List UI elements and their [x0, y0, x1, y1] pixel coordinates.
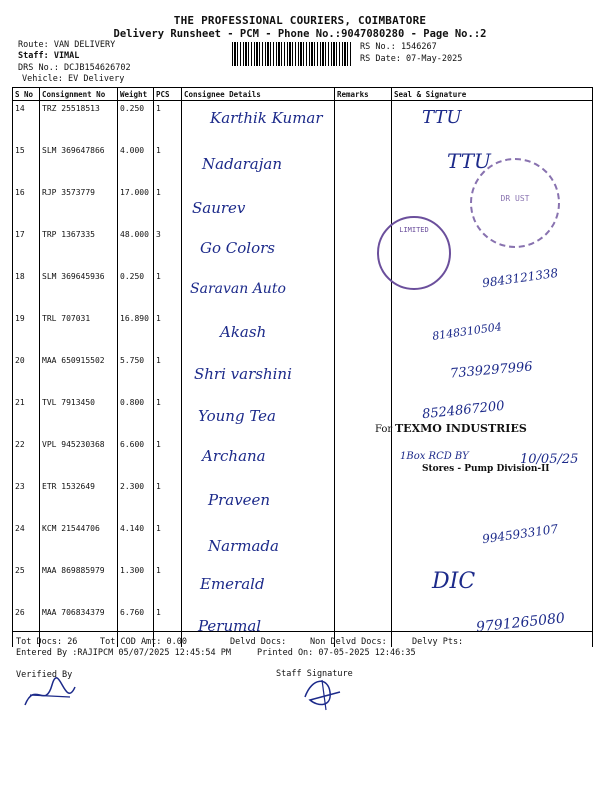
cell-pcs: 1 [154, 269, 182, 311]
consignee-handwriting: Saravan Auto [190, 281, 286, 297]
table-row [13, 269, 593, 311]
cell-remarks [335, 143, 392, 185]
cell-pcs: 1 [154, 143, 182, 185]
cell-sno: 21 [13, 395, 40, 437]
cell-sno: 20 [13, 353, 40, 395]
cell-weight: 4.140 [118, 521, 154, 563]
consignee-handwriting: Nadarajan [202, 155, 282, 173]
cell-sno: 14 [13, 101, 40, 144]
cell-weight: 4.000 [118, 143, 154, 185]
consignee-handwriting: Praveen [208, 491, 271, 509]
cell-remarks [335, 311, 392, 353]
cell-pcs: 1 [154, 101, 182, 144]
cell-pcs: 1 [154, 563, 182, 605]
cell-consignment: VPL 945230368 [40, 437, 118, 479]
company-seal-icon [377, 216, 451, 290]
cell-pcs: 1 [154, 521, 182, 563]
cell-remarks [335, 563, 392, 605]
cell-signature [392, 311, 593, 353]
cell-signature [392, 479, 593, 521]
cell-consignment: TRZ 25518513 [40, 101, 118, 144]
verified-by: Verified By [16, 670, 73, 680]
printed-on: Printed On: 07-05-2025 12:46:35 [257, 648, 416, 658]
cell-remarks [335, 353, 392, 395]
cell-sno: 17 [13, 227, 40, 269]
cell-weight: 0.250 [118, 101, 154, 144]
cell-sno: 16 [13, 185, 40, 227]
non-delvd-docs: Non Delvd Docs: [310, 637, 387, 647]
col-weight: Weight [118, 88, 154, 101]
cell-remarks [335, 521, 392, 563]
cell-weight: 0.800 [118, 395, 154, 437]
verifier-signature-icon [20, 675, 80, 715]
cell-weight: 1.300 [118, 563, 154, 605]
cell-consignee [182, 101, 335, 144]
cell-consignment: MAA 869885979 [40, 563, 118, 605]
staff-signature: Staff Signature [276, 669, 353, 679]
vehicle-info: Vehicle: EV Delivery [22, 74, 125, 84]
col-sno: S No [13, 88, 40, 101]
cell-consignment: TRL 707031 [40, 311, 118, 353]
table-bottom-rule [12, 631, 592, 632]
texmo-for: For [375, 424, 393, 435]
signature-handwriting: TTU [422, 107, 462, 128]
cell-sno: 18 [13, 269, 40, 311]
runsheet-subtitle: Delivery Runsheet - PCM - Phone No.:9047080280 - Page No.:2 [113, 28, 487, 40]
cell-remarks [335, 269, 392, 311]
cell-sno: 25 [13, 563, 40, 605]
cell-consignee [182, 185, 335, 227]
cell-weight: 0.250 [118, 269, 154, 311]
cell-weight: 16.890 [118, 311, 154, 353]
texmo-stamp-date: 10/05/25 [520, 452, 579, 467]
consignee-handwriting: Young Tea [198, 407, 276, 425]
consignee-handwriting: Akash [220, 323, 267, 341]
table-header-row [13, 88, 593, 101]
cell-consignment: RJP 3573779 [40, 185, 118, 227]
cell-consignee [182, 479, 335, 521]
rs-date: RS Date: 07-May-2025 [360, 54, 463, 64]
signature-handwriting: 8148310504 [431, 320, 503, 343]
consignee-handwriting: Karthik Kumar [210, 109, 323, 127]
cell-sno: 24 [13, 521, 40, 563]
cell-sno: 26 [13, 605, 40, 647]
cell-weight: 2.300 [118, 479, 154, 521]
delvd-docs: Delvd Docs: [230, 637, 287, 647]
cell-consignee [182, 521, 335, 563]
consignee-handwriting: Shri varshini [194, 365, 292, 383]
table-row [13, 521, 593, 563]
table-row [13, 311, 593, 353]
round-stamp-text: DR UST [500, 194, 530, 203]
cell-consignee [182, 311, 335, 353]
consignee-handwriting: Narmada [208, 537, 279, 555]
rs-number: RS No.: 1546267 [360, 42, 437, 52]
cell-signature [392, 521, 593, 563]
cell-sno: 23 [13, 479, 40, 521]
signature-handwriting: 9791265080 [475, 610, 566, 636]
staff-info: Staff: VIMAL [18, 51, 80, 61]
consignee-handwriting: Perumal [198, 617, 262, 635]
texmo-stamp-dept: Stores - Pump Division-II [422, 464, 550, 474]
cell-pcs: 1 [154, 605, 182, 647]
drs-number: DRS No.: DCJB154626702 [18, 63, 131, 73]
signature-handwriting: 8524867200 [421, 398, 506, 423]
texmo-stamp-title: TEXMO INDUSTRIES [395, 422, 527, 435]
cell-pcs: 3 [154, 227, 182, 269]
cell-pcs: 1 [154, 479, 182, 521]
tot-docs: Tot Docs: 26 [16, 637, 78, 647]
company-seal-text: LIMITED [399, 226, 429, 234]
barcode-icon [232, 42, 352, 66]
consignee-handwriting: Archana [202, 447, 266, 465]
route-info: Route: VAN DELIVERY [18, 40, 116, 50]
cell-pcs: 1 [154, 185, 182, 227]
cell-remarks [335, 479, 392, 521]
signature-handwriting: 1Box RCD BY [400, 451, 469, 462]
signature-handwriting: 7339297996 [449, 359, 534, 382]
cell-consignee [182, 395, 335, 437]
cell-consignee [182, 227, 335, 269]
consignee-handwriting: Emerald [200, 575, 265, 593]
cell-sno: 19 [13, 311, 40, 353]
table-row [13, 563, 593, 605]
cell-weight: 6.760 [118, 605, 154, 647]
col-consignee: Consignee Details [182, 88, 335, 101]
table-row [13, 101, 593, 144]
cell-pcs: 1 [154, 437, 182, 479]
signature-handwriting: DIC [432, 569, 476, 594]
cell-signature [392, 353, 593, 395]
cell-consignment: SLM 369647866 [40, 143, 118, 185]
cell-weight: 48.000 [118, 227, 154, 269]
cell-weight: 17.000 [118, 185, 154, 227]
cell-remarks [335, 185, 392, 227]
round-stamp-icon [470, 158, 560, 248]
cell-signature [392, 101, 593, 144]
cell-consignee [182, 143, 335, 185]
cell-consignment: SLM 369645936 [40, 269, 118, 311]
col-remarks: Remarks [335, 88, 392, 101]
cell-consignee [182, 437, 335, 479]
cell-consignment: TRP 1367335 [40, 227, 118, 269]
cell-pcs: 1 [154, 311, 182, 353]
delvy-pts: Delvy Pts: [412, 637, 464, 647]
cell-consignment: ETR 1532649 [40, 479, 118, 521]
cell-consignee [182, 269, 335, 311]
col-pcs: PCS [154, 88, 182, 101]
col-consignment: Consignment No [40, 88, 118, 101]
cell-consignee [182, 353, 335, 395]
cell-consignment: TVL 7913450 [40, 395, 118, 437]
cell-weight: 5.750 [118, 353, 154, 395]
staff-signature-icon [300, 672, 350, 712]
cell-weight: 6.600 [118, 437, 154, 479]
signature-handwriting: 9843121338 [481, 265, 559, 291]
tot-cod: Tot COD Amt: 0.00 [100, 637, 188, 647]
cell-sno: 15 [13, 143, 40, 185]
signature-handwriting: TTU [447, 149, 491, 173]
cell-pcs: 1 [154, 395, 182, 437]
cell-consignment: MAA 706834379 [40, 605, 118, 647]
consignee-handwriting: Go Colors [200, 239, 275, 257]
col-seal-signature: Seal & Signature [392, 88, 593, 101]
table-row [13, 479, 593, 521]
signature-handwriting: 9945933107 [481, 521, 559, 547]
cell-consignment: MAA 650915502 [40, 353, 118, 395]
cell-signature [392, 563, 593, 605]
company-title: THE PROFESSIONAL COURIERS, COIMBATORE [173, 14, 427, 27]
consignee-handwriting: Saurev [192, 199, 246, 217]
cell-consignee [182, 563, 335, 605]
cell-remarks [335, 101, 392, 144]
table-row [13, 353, 593, 395]
cell-pcs: 1 [154, 353, 182, 395]
cell-remarks [335, 437, 392, 479]
cell-consignment: KCM 21544706 [40, 521, 118, 563]
entered-by: Entered By :RAJIPCM 05/07/2025 12:45:54 PM [16, 648, 231, 658]
cell-sno: 22 [13, 437, 40, 479]
